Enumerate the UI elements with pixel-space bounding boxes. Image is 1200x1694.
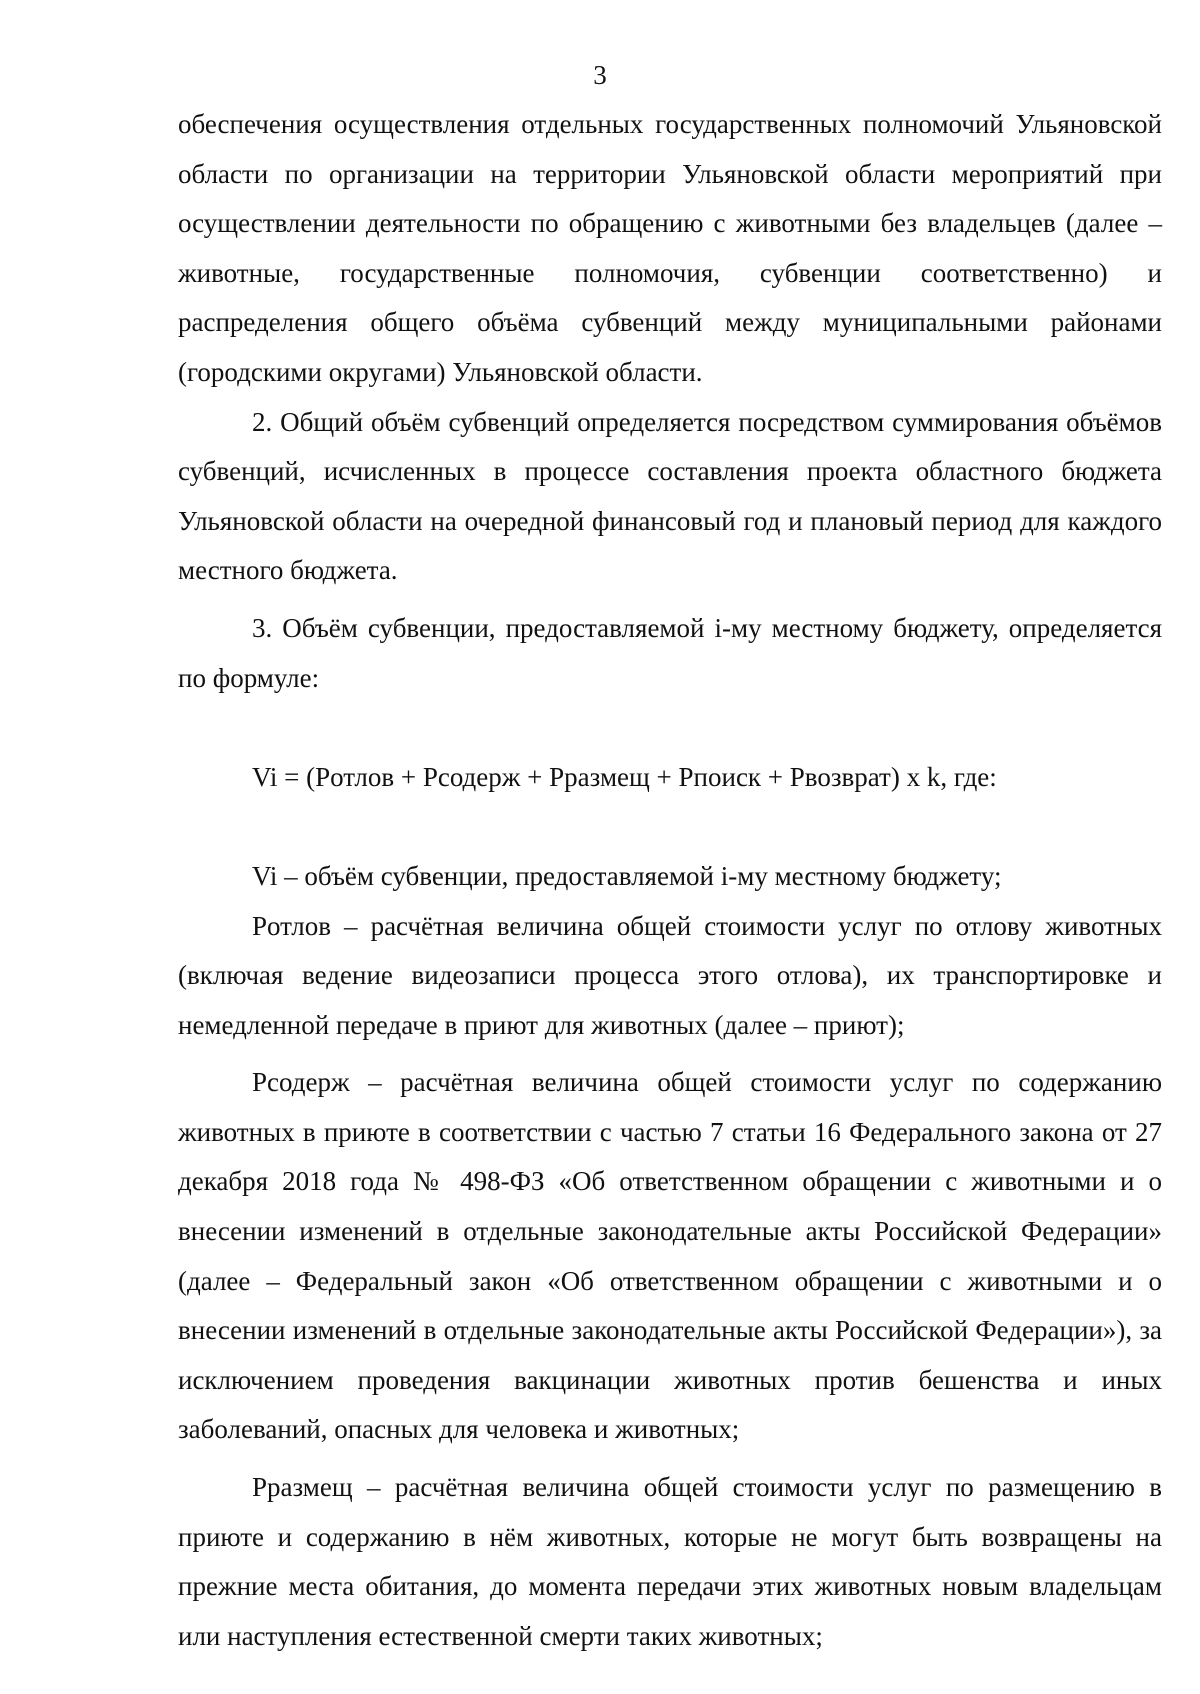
document-body — [178, 100, 1162, 1661]
paragraph-3: 3. Объём субвенции, предоставляемой i-му местному бюджету, определяется по формуле: — [178, 612, 1162, 693]
page-number: 3 — [593, 60, 607, 90]
spacer — [178, 1455, 1162, 1463]
spacer — [178, 703, 1162, 753]
spacer — [178, 802, 1162, 852]
paragraph-2: 2. Общий объём субвенций определяется посредством суммирования объёмов субвенций, исчисленных в процессе составления проекта областного бюджета Ульяновской области на очередной финансовый год и плановый период для каждого местного бюджета. — [178, 406, 1162, 586]
formula: Vi = (Pотлов + Pсодерж + Pразмещ + Pпоиск + Pвозврат) x k, где: — [252, 761, 997, 792]
definition-soderzh: Pсодерж – расчётная величина общей стоимости услуг по содержанию животных в приюте в соответствии с частью 7 статьи 16 Федерального закона от 27 декабря 2018 года № 498-ФЗ «Об ответственном обращении с животными и о внесении изменений в отдельные законодательные акты Российской Федерации» (далее – Федеральный закон «Об ответственном обращении с животными и о внесении изменений в отдельные законодательные акты Российской Федерации»), за исключением проведения вакцинации животных против бешенства и иных заболеваний, опасных для человека и животных; — [178, 1067, 1162, 1445]
definition-otlov: Pотлов – расчётная величина общей стоимости услуг по отлову животных (включая ведение видеозаписи процесса этого отлова), их транспортировке и немедленной передаче в приют для животных (далее – приют); — [178, 910, 1162, 1040]
definition-razmesch: Pразмещ – расчётная величина общей стоимости услуг по размещению в приюте и содержанию в нём животных, которые не могут быть возвращены на прежние места обитания, до момента передачи этих животных новым владельцам или наступления естественной смерти таких животных; — [178, 1472, 1162, 1651]
spacer — [178, 596, 1162, 604]
paragraph-continuation: обеспечения осуществления отдельных государственных полномочий Ульяновской области по организации на территории Ульяновской области мероприятий при осуществлении деятельности по обращению с животными без владельцев (далее – животные, государственные полномочия, субвенции соответственно) и распределения общего объёма субвенций между муниципальными районами (городскими округами) Ульяновской области. — [178, 109, 1162, 387]
spacer — [178, 1050, 1162, 1058]
definition-vi: Vi – объём субвенции, предоставляемой i-му местному бюджету; — [252, 860, 1002, 891]
